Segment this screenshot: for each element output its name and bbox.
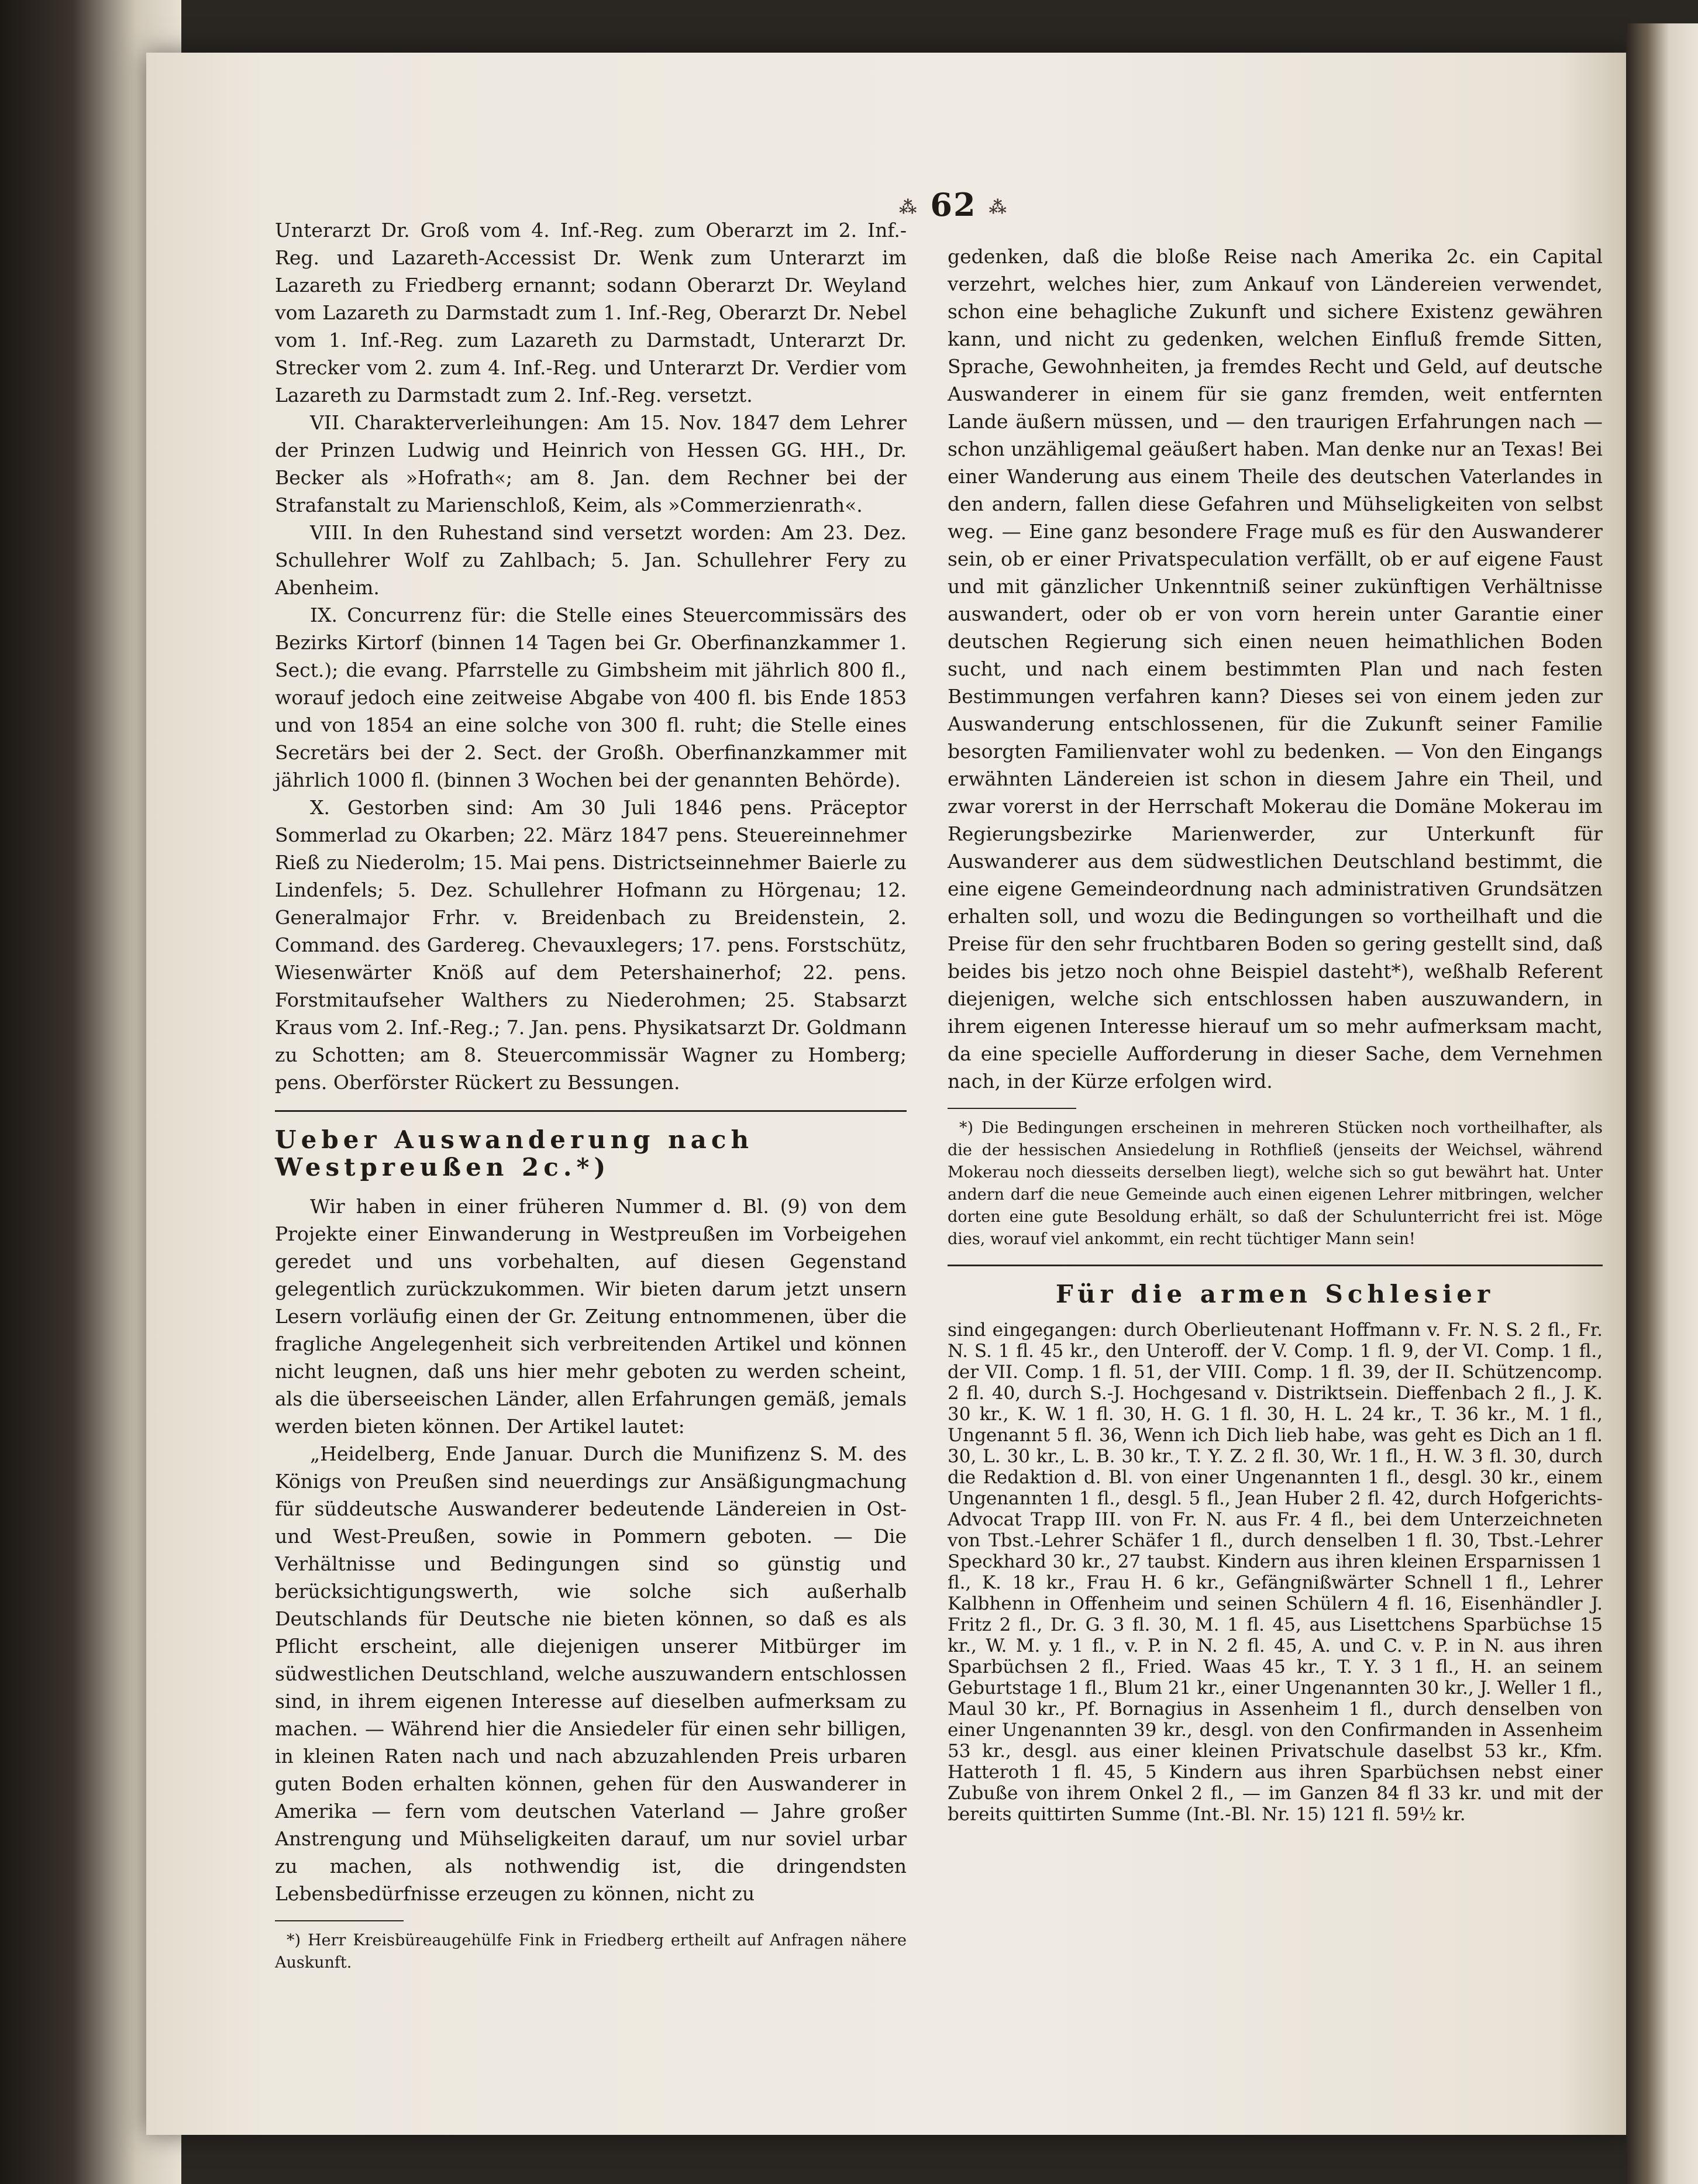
ornament-left-icon: ⁂ (898, 197, 918, 218)
article-continuation: gedenken, daß die bloße Reise nach Amerika 2c. ein Capital verzehrt, welches hier, zum Ankauf von Ländereien verwendet, schon eine behagliche Zukunft und sichere Existenz gewähren kann, und nicht zu gedenken, welchen Einfluß fremde Sitten, Sprache, Gewohnheiten, ja fremdes Recht und Geld, auf deutsche Auswanderer in einem für sie ganz fremden, weit entfernten Lande äußern müssen, und — den traurigen Erfahrungen nach — schon unzähligemal geäußert haben. Man denke nur an Texas! Bei einer Wanderung aus einem Theile des deutschen Vaterlandes in den andern, fallen diese Gefahren und Mühseligkeiten von selbst weg. — Eine ganz besondere Frage muß es für den Auswanderer sein, ob er einer Privatspeculation verfällt, ob er auf eigene Faust und mit gänzlicher Unkenntniß seiner zukünftigen Verhältnisse auswandert, oder ob er von vorn herein unter Garantie einer deutschen Regierung sich einen neuen heimathlichen Boden sucht, und nach einem bestimmten Plan und nach festen Bestimmungen verfahren kann? Dieses sei von einem jeden zur Auswanderung entschlossenen, für die Zukunft seiner Familie besorgten Familienvater wohl zu bedenken. — Von den Eingangs erwähnten Ländereien ist schon in diesem Jahre ein Theil, und zwar vorerst in der Herrschaft Mokerau die Domäne Mokerau im Regierungsbezirke Marienwerder, zur Unterkunft für Auswanderer aus dem südwestlichen Deutschland bestimmt, die eine eigene Gemeindeordnung nach administrativen Grundsätzen erhalten soll, und wozu die Bedingungen so vortheilhaft und die Preise für den sehr fruchtbaren Boden so gering gestellt sind, daß beides bis jetzo noch ohne Beispiel dasteht*), weßhalb Referent diejenigen, welche sich entschlossen haben auszuwandern, in ihrem eigenen Interesse hierauf um so mehr aufmerksam macht, da eine specielle Aufforderung in dieser Sache, dem Vernehmen nach, in der Kürze erfolgen wird. (948, 245, 1603, 1093)
paragraph-ix: IX. Concurrenz für: die Stelle eines Steuercommissärs des Bezirks Kirtorf (binnen 14 Tagen bei Gr. Oberfinanzkammer 1. Sect.); die evang. Pfarrstelle zu Gimbsheim mit jährlich 800 fl., worauf jedoch eine zeitweise Abgabe von 400 fl. bis Ende 1853 und von 1854 an eine solche von 300 fl. ruht; die Stelle eines Secretärs bei der 2. Sect. der Großh. Oberfinanzkammer mit jährlich 1000 fl. (binnen 3 Wochen bei der genannten Behörde). (275, 604, 907, 791)
article-paragraph-intro: Wir haben in einer früheren Nummer d. Bl. (9) von dem Projekte einer Einwanderung in Westpreußen im Vorbeigehen geredet und uns vorbehalten, auf diesen Gegenstand gelegentlich zurückzukommen. Wir bieten darum jetzt unsern Lesern vorläufig einen der Gr. Zeitung entnommenen, über die fragliche Angelegenheit sich verbreitenden Artikel und können nicht leugnen, daß uns hier mehr geboten zu werden scheint, als die überseeischen Länder, allen Erfahrungen gemäß, jemals werden bieten können. Der Artikel lautet: (275, 1195, 907, 1438)
article-title: Ueber Auswanderung nach Westpreußen 2c.*) (275, 1125, 753, 1181)
right-column (948, 243, 1603, 1825)
left-column (275, 216, 907, 1974)
section-title-schlesier: Für die armen Schlesier (1055, 1280, 1495, 1308)
page-number: 62 (930, 186, 977, 223)
footnote-right: *) Die Bedingungen erscheinen in mehreren Stücken noch vortheilhafter, als die der hessischen Ansiedelung in Rothfließ (jenseits der Weichsel, während Mokerau noch diesseits derselben liegt), welche sich so gut bewährt hat. Unter andern darf die neue Gemeinde auch einen eigenen Lehrer mitbringen, welcher dorten eine gute Besoldung erhält, so daß der Schulunterricht frei ist. Möge dies, worauf viel ankommt, ein recht tüchtiger Mann sein! (948, 1119, 1603, 1248)
paragraph-vii: VII. Charakterverleihungen: Am 15. Nov. 1847 dem Lehrer der Prinzen Ludwig und Heinrich von Hessen GG. HH., Dr. Becker als »Hofrath«; am 8. Jan. dem Rechner bei der Strafanstalt zu Marienschloß, Keim, als »Commerzienrath«. (275, 411, 907, 516)
footnote-divider (275, 1920, 404, 1921)
footnote-left: *) Herr Kreisbüreaugehülfe Fink in Friedberg ertheilt auf Anfragen nähere Auskunft. (275, 1931, 907, 1972)
ornament-right-icon: ⁂ (989, 197, 1008, 218)
divider (948, 1265, 1603, 1266)
page-header (889, 186, 1018, 223)
divider (275, 1110, 907, 1112)
donations-list: sind eingegangen: durch Oberlieutenant Hoffmann v. Fr. N. S. 2 fl., Fr. N. S. 1 fl. 45 kr., den Unteroff. der V. Comp. 1 fl. 9, der VI. Comp. 1 fl., der VII. Comp. 1 fl. 51, der VIII. Comp. 1 fl. 39, der II. Schützencomp. 2 fl. 40, durch S.-J. Hochgesand v. Distriktsein. Dieffenbach 2 fl., J. K. 30 kr., K. W. 1 fl. 30, H. G. 1 fl. 30, H. L. 24 kr., T. 36 kr., M. 1 fl., Ungenannt 5 fl. 36, Wenn ich Dich lieb habe, was geht es Dich an 1 fl. 30, L. 30 kr., L. B. 30 kr., T. Y. Z. 2 fl. 30, Wr. 1 fl., H. W. 3 fl. 30, durch die Redaktion d. Bl. von einer Ungenannten 1 fl., desgl. 30 kr., einem Ungenannten 1 fl., desgl. 5 fl., Jean Huber 2 fl. 42, durch Hofgerichts-Advocat Trapp III. von Fr. N. aus Fr. 4 fl., bei dem Unterzeichneten von Tbst.-Lehrer Schäfer 1 fl., durch denselben 1 fl. 30, Tbst.-Lehrer Speckhard 30 kr., 27 taubst. Kindern aus ihren kleinen Ersparnissen 1 fl., K. 18 kr., Frau H. 6 kr., Gefängnißwärter Schnell 1 fl., Lehrer Kalbhenn in Offenheim und seinen Schülern 4 fl. 16, Eisenhändler J. Fritz 2 fl., Dr. G. 3 fl. 30, M. 1 fl. 45, aus Lisettchens Sparbüchse 15 kr., W. M. y. 1 fl., v. P. in N. 2 fl. 45, A. und C. v. P. in N. aus ihren Sparbüchsen 2 fl., Fried. Waas 45 kr., T. Y. 3 1 fl., H. an seinem Geburtstage 1 fl., Blum 21 kr., einer Ungenannten 30 kr., J. Weller 1 fl., Maul 30 kr., Pf. Bornagius in Assenheim 1 fl., durch denselben von einer Ungenannten 39 kr., desgl. von den Confirmanden in Assenheim 53 kr., desgl. aus einer kleinen Privatschule daselbst 53 kr., Kfm. Hatteroth 1 fl. 45, 5 Kindern aus ihren Sparbüchsen nebst einer Zubuße von ihrem Onkel 2 fl., — im Ganzen 84 fl 33 kr. und mit der bereits quittirten Summe (Int.-Bl. Nr. 15) 121 fl. 59½ kr. (948, 1320, 1603, 1825)
adjacent-page-edge (1626, 23, 1698, 2184)
article-paragraph-quote: „Heidelberg, Ende Januar. Durch die Munifizenz S. M. des Königs von Preußen sind neuerdings zur Ansäßigungmachung für süddeutsche Auswanderer bedeutende Ländereien in Ost- und West-Preußen, sowie in Pommern geboten. — Die Verhältnisse und Bedingungen sind so günstig und berücksichtigungswerth, wie solche sich außerhalb Deutschlands für Deutsche nie bieten können, so daß es als Pflicht erscheint, alle diejenigen unserer Mitbürger im südwestlichen Deutschland, welche auszuwandern entschlossen sind, in ihrem eigenen Interesse auf dieselben aufmerksam zu machen. — Während hier die Ansiedeler für einen sehr billigen, in kleinen Raten nach und nach abzuzahlenden Preis urbaren guten Boden erhalten können, gehen für den Auswanderer in Amerika — fern vom deutschen Vaterland — Jahre großer Anstrengung und Mühseligkeiten darauf, um nur soviel urbar zu machen, als nothwendig ist, die dringendsten Lebensbedürfnisse erzeugen zu können, nicht zu (275, 1442, 907, 1905)
paragraph-x: X. Gestorben sind: Am 30 Juli 1846 pens. Präceptor Sommerlad zu Okarben; 22. März 1847 pens. Steuereinnehmer Rieß zu Niederolm; 15. Mai pens. Districtseinnehmer Baierle zu Lindenfels; 5. Dez. Schullehrer Hofmann zu Hörgenau; 12. Generalmajor Frhr. v. Breidenbach zu Breidenstein, 2. Command. des Gardereg. Chevauxlegers; 17. pens. Forstschütz, Wiesenwärter Knöß auf dem Petershainerhof; 22. pens. Forstmitaufseher Walthers zu Niederohmen; 25. Stabsarzt Kraus vom 2. Inf.-Reg.; 7. Jan. pens. Physikatsarzt Dr. Goldmann zu Schotten; am 8. Steuercommissär Wagner zu Homberg; pens. Oberförster Rückert zu Bessungen. (275, 796, 907, 1094)
paragraph-promotions: Unterarzt Dr. Groß vom 4. Inf.-Reg. zum Oberarzt im 2. Inf.-Reg. und Lazareth-Accessist Dr. Wenk zum Unterarzt im Lazareth zu Friedberg ernannt; sodann Oberarzt Dr. Weyland vom Lazareth zu Darmstadt zum 1. Inf.-Reg, Oberarzt Dr. Nebel vom 1. Inf.-Reg. zum Lazareth zu Darmstadt, Unterarzt Dr. Strecker vom 2. zum 4. Inf.-Reg. und Unterarzt Dr. Verdier vom Lazareth zu Darmstadt zum 2. Inf.-Reg. versetzt. (275, 219, 907, 407)
footnote-divider (948, 1108, 1076, 1109)
paragraph-viii: VIII. In den Ruhestand sind versetzt worden: Am 23. Dez. Schullehrer Wolf zu Zahlbach; 5. Jan. Schullehrer Fery zu Abenheim. (275, 521, 907, 599)
